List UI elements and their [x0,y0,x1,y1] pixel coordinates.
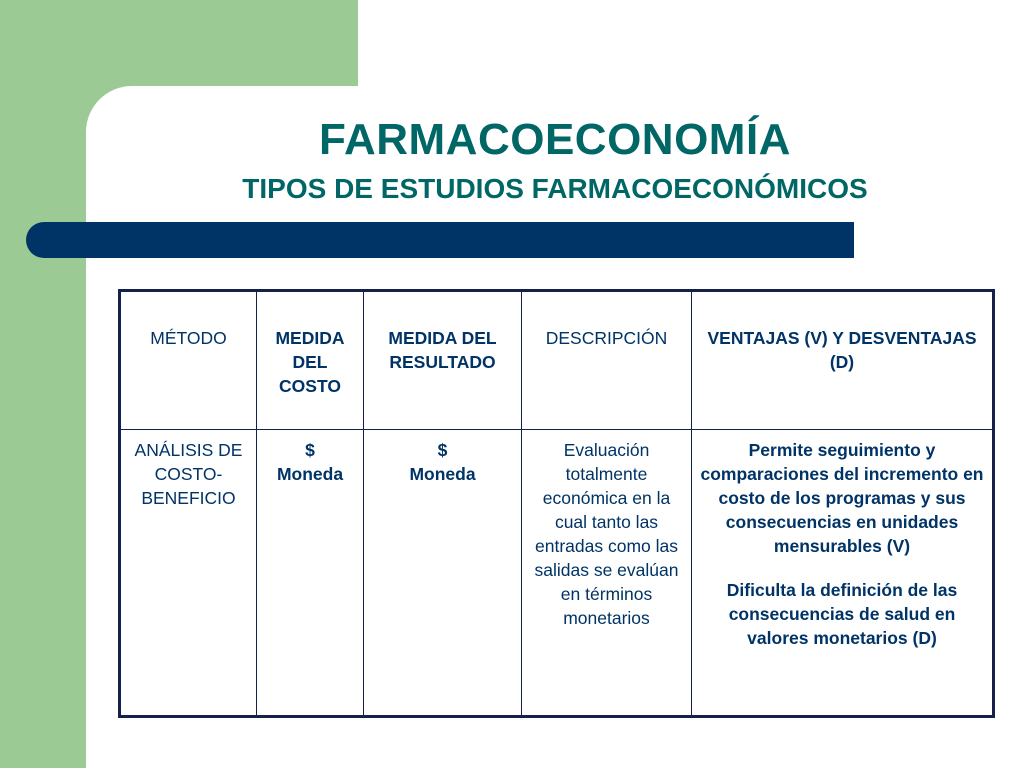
desventaja-text: Dificulta la definición de las consecuencias de salud en valores monetarios (D) [726,580,958,648]
header-metodo: MÉTODO [120,291,257,430]
cell-descripcion [522,430,692,717]
cell-medida-costo [257,430,364,717]
navy-divider-bar [26,222,854,258]
descripcion-text: Evaluación totalmente económica en la cual tanto las entradas como las salidas se evalúan en términos monetarios [534,440,679,628]
resultado-label: Moneda [409,464,476,484]
cell-medida-resultado [364,430,522,717]
cell-metodo [120,430,257,717]
cell-ventajas [692,430,994,717]
header-descripcion: DESCRIPCIÓN [522,291,692,430]
resultado-symbol: $ [437,440,448,460]
header-ventajas: VENTAJAS (V) Y DESVENTAJAS (D) [692,291,994,430]
table-header-row [120,291,994,430]
study-types-table [118,289,995,718]
costo-symbol: $ [305,440,315,460]
slide-subtitle: TIPOS DE ESTUDIOS FARMACOECONÓMICOS [242,173,868,204]
table-row [120,430,994,717]
ventaja-text: Permite seguimiento y comparaciones del incremento en costo de los programas y sus consecuencias en unidades mensurables (V) [700,440,984,556]
metodo-text: ANÁLISIS DE COSTO-BENEFICIO [134,440,243,508]
header-medida-costo: MEDIDA DEL COSTO [257,291,364,430]
header-medida-resultado: MEDIDA DEL RESULTADO [364,291,522,430]
costo-label: Moneda [276,464,344,484]
slide-title: FARMACOECONOMÍA [319,115,791,164]
